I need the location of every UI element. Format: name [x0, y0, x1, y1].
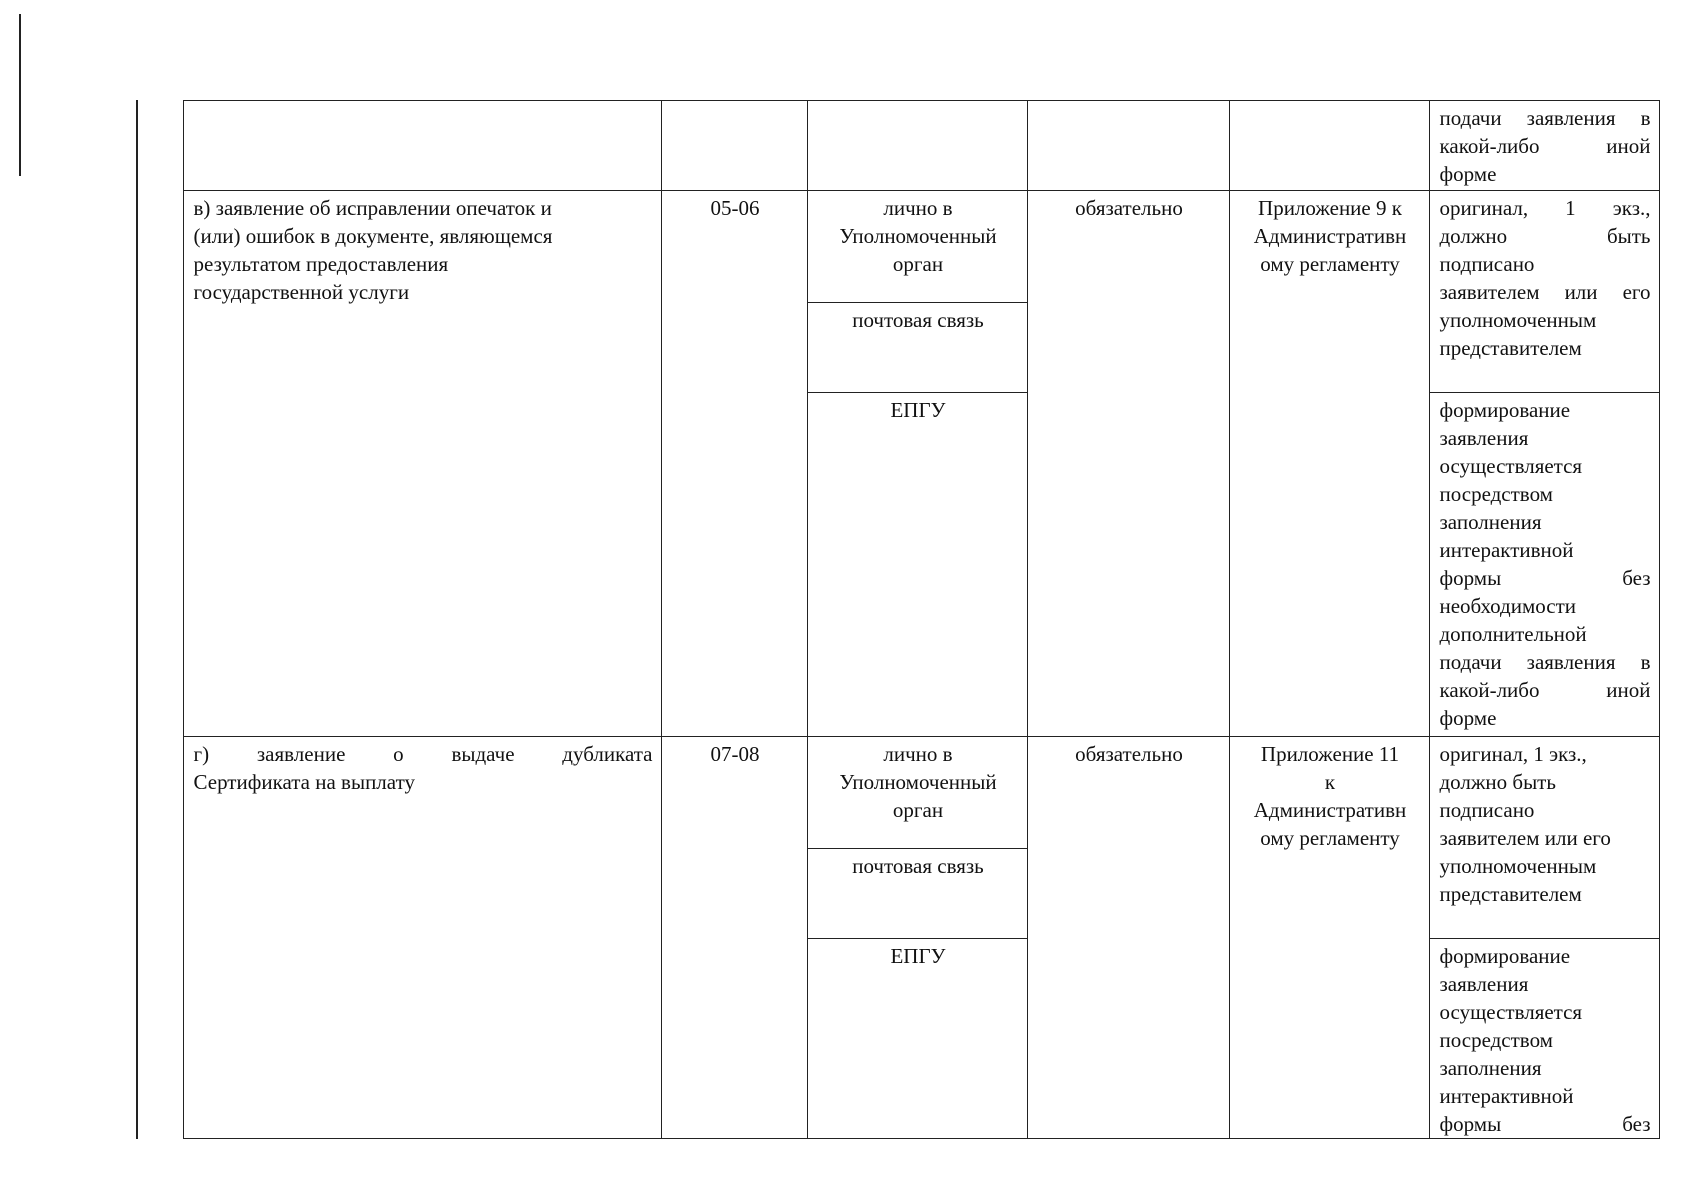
document-code-cell: 07-08	[661, 737, 807, 1139]
form-cell	[1229, 737, 1429, 1139]
req-line: заявителем или его	[1439, 826, 1611, 850]
form-cell	[1229, 191, 1429, 737]
method-line: Уполномоченный	[839, 770, 997, 794]
form-line: к	[1324, 770, 1336, 794]
cont-form-cell	[1229, 101, 1429, 191]
method-line: орган	[892, 798, 944, 822]
requirements-paper-cell	[1429, 737, 1659, 939]
req-line: подписано	[1439, 798, 1535, 822]
method-epgu-cell: ЕПГУ	[807, 393, 1027, 737]
req-line: должно быть	[1439, 770, 1556, 794]
method-line: лично в	[883, 196, 953, 220]
req-line: оригинал, 1 экз.,	[1439, 742, 1587, 766]
requirements-epgu-cell	[1429, 939, 1659, 1139]
obligation-cell: обязательно	[1027, 191, 1229, 737]
cont-code-cell	[661, 101, 807, 191]
continuation-row	[137, 101, 1659, 191]
req-line: формирование	[1439, 398, 1571, 422]
req-line: формы без	[1439, 566, 1651, 590]
form-line: Административн	[1253, 224, 1407, 248]
method-line: орган	[892, 252, 944, 276]
method-personal-cell	[807, 191, 1027, 303]
document-name-line: г) заявление о выдаче дубликата	[193, 742, 653, 766]
stub-cell	[137, 191, 183, 737]
form-line: Приложение 11	[1260, 742, 1400, 766]
cont-requirements-cell	[1429, 101, 1659, 191]
method-personal-cell	[807, 737, 1027, 849]
form-line: ому регламенту	[1260, 826, 1400, 850]
req-line: интерактивной	[1439, 1084, 1574, 1108]
req-line: посредством	[1439, 1028, 1553, 1052]
req-line: заявителем или его	[1439, 280, 1651, 304]
req-line: какой-либо иной	[1439, 678, 1651, 702]
method-epgu-cell: ЕПГУ	[807, 939, 1027, 1139]
req-line: оригинал, 1 экз.,	[1439, 196, 1651, 220]
document-name-line: государственной услуги	[193, 280, 410, 304]
document-name-line: в) заявление об исправлении опечаток и	[193, 196, 552, 220]
documents-table	[136, 100, 1660, 1139]
obligation-cell: обязательно	[1027, 737, 1229, 1139]
document-code-cell: 05-06	[661, 191, 807, 737]
req-line: форме	[1439, 706, 1497, 730]
req-line: заполнения	[1439, 1056, 1542, 1080]
req-line: дополнительной	[1439, 622, 1587, 646]
req-line: подписано	[1439, 252, 1535, 276]
document-name-line: Сертификата на выплату	[193, 770, 415, 794]
req-line: осуществляется	[1439, 1000, 1583, 1024]
req-line: подачи заявления в	[1439, 106, 1651, 130]
document-name-line: результатом предоставления	[193, 252, 449, 276]
req-line: заполнения	[1439, 510, 1542, 534]
req-line: должно быть	[1439, 224, 1651, 248]
document-name-cell	[183, 191, 661, 737]
req-line: формы без	[1439, 1112, 1651, 1136]
req-line: необходимости	[1439, 594, 1577, 618]
req-line: заявления	[1439, 426, 1529, 450]
document-name-line: (или) ошибок в документе, являющемся	[193, 224, 553, 248]
method-line: Уполномоченный	[839, 224, 997, 248]
method-post-cell: почтовая связь	[807, 849, 1027, 939]
form-line: Административн	[1253, 798, 1407, 822]
req-line: представителем	[1439, 882, 1582, 906]
stub-cell	[137, 101, 183, 191]
form-line: Приложение 9 к	[1258, 196, 1402, 220]
cont-method-cell	[807, 101, 1027, 191]
document-row	[137, 737, 1659, 849]
req-line: заявления	[1439, 972, 1529, 996]
req-line: формирование	[1439, 944, 1571, 968]
page-margin-mark	[19, 14, 21, 176]
req-line: представителем	[1439, 336, 1582, 360]
req-line: какой-либо иной	[1439, 134, 1651, 158]
form-line: ому регламенту	[1260, 252, 1400, 276]
req-line: посредством	[1439, 482, 1553, 506]
document-name-cell	[183, 737, 661, 1139]
method-post-cell: почтовая связь	[807, 303, 1027, 393]
req-line: уполномоченным	[1439, 308, 1597, 332]
req-line: уполномоченным	[1439, 854, 1597, 878]
req-line: форме	[1439, 162, 1497, 186]
requirements-paper-cell	[1429, 191, 1659, 393]
cont-obligation-cell	[1027, 101, 1229, 191]
document-row	[137, 191, 1659, 303]
req-line: осуществляется	[1439, 454, 1583, 478]
req-line: подачи заявления в	[1439, 650, 1651, 674]
cont-name-cell	[183, 101, 661, 191]
requirements-epgu-cell	[1429, 393, 1659, 737]
stub-cell	[137, 737, 183, 1139]
method-line: лично в	[883, 742, 953, 766]
req-line: интерактивной	[1439, 538, 1574, 562]
